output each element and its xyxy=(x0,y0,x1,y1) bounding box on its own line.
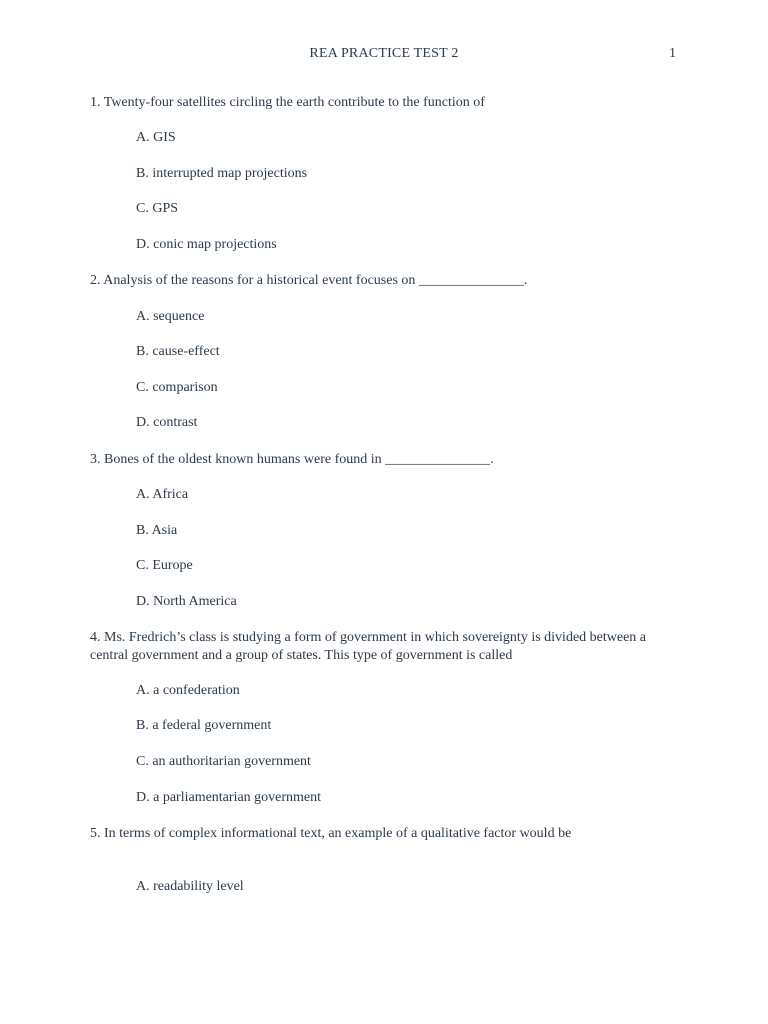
question-4-option-b: B. a federal government xyxy=(136,718,272,733)
question-4-option-a: A. a confederation xyxy=(136,683,240,698)
question-4-option-c: C. an authoritarian government xyxy=(136,754,311,769)
question-2-option-c: C. comparison xyxy=(136,380,218,395)
question-1-option-c: C. GPS xyxy=(136,201,179,216)
question-2-option-b: B. cause-effect xyxy=(136,344,220,359)
question-3-option-a: A. Africa xyxy=(136,487,189,502)
page-header-title: REA PRACTICE TEST 2 xyxy=(309,46,459,61)
question-4-text: 4. Ms. Fredrich’s class is studying a form of government in which sovereignty is divided between a central government and a group of states. This type of government is called xyxy=(90,630,647,663)
page-number: 1 xyxy=(669,46,676,61)
question-5-text: 5. In terms of complex informational text, an example of a qualitative factor would be xyxy=(90,826,572,841)
question-3-option-d: D. North America xyxy=(136,594,237,609)
question-5-option-a: A. readability level xyxy=(136,879,244,894)
question-3-text: 3. Bones of the oldest known humans were found in _______________. xyxy=(90,452,494,467)
question-1-option-b: B. interrupted map projections xyxy=(136,166,308,181)
question-1-text: 1. Twenty-four satellites circling the earth contribute to the function of xyxy=(90,95,485,110)
question-1-option-a: A. GIS xyxy=(136,130,176,145)
question-1-option-d: D. conic map projections xyxy=(136,237,277,252)
question-3-option-b: B. Asia xyxy=(136,523,178,538)
question-4-option-d: D. a parliamentarian government xyxy=(136,790,322,805)
question-3-option-c: C. Europe xyxy=(136,558,193,573)
question-2-text: 2. Analysis of the reasons for a historical event focuses on _______________. xyxy=(90,273,528,288)
question-2-option-d: D. contrast xyxy=(136,415,198,430)
question-2-option-a: A. sequence xyxy=(136,309,205,324)
